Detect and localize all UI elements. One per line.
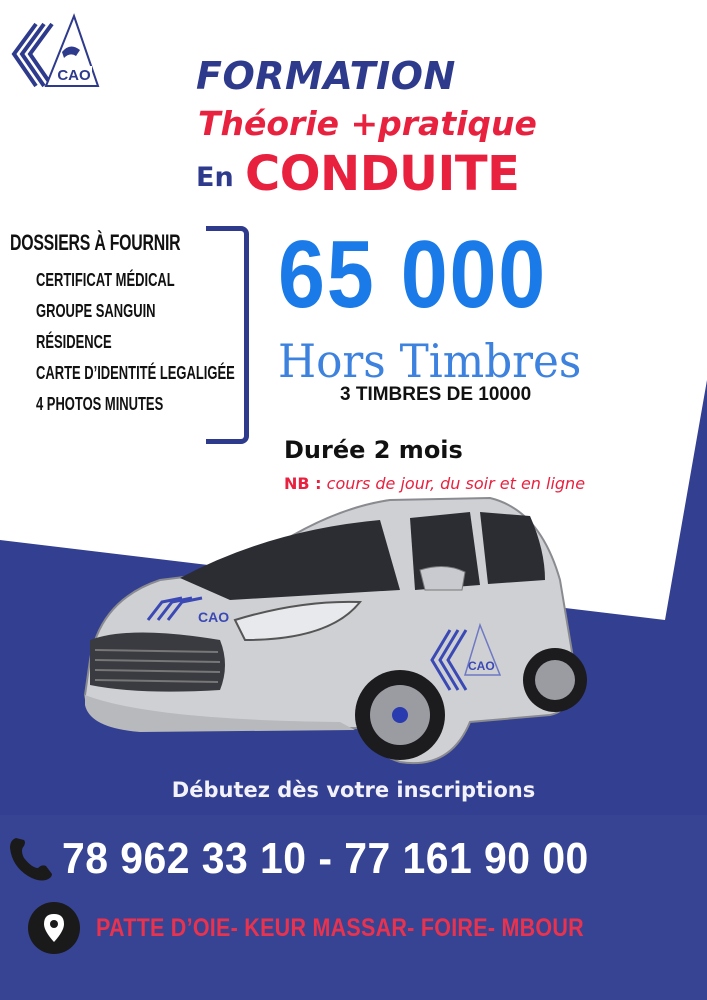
- headline-theorie-pratique: Théorie +pratique: [198, 104, 537, 143]
- headline-en: En: [196, 162, 234, 193]
- documents-item: CARTE D’IDENTITÉ LEGALIGÉE: [36, 363, 235, 383]
- phone-numbers: 78 962 33 10 - 77 161 90 00: [62, 834, 589, 883]
- nb-text: cours de jour, du soir et en ligne: [321, 474, 586, 493]
- svg-text:CAO: CAO: [57, 67, 91, 84]
- address-text: PATTE D’OIE- KEUR MASSAR- FOIRE- MBOUR: [96, 913, 584, 942]
- stamps-note: 3 TIMBRES DE 10000: [340, 384, 532, 405]
- phone-icon: [6, 834, 56, 884]
- svg-text:CAO: CAO: [198, 609, 230, 625]
- call-to-action: Débutez dès votre inscriptions: [171, 778, 536, 802]
- documents-list: [36, 270, 312, 425]
- price-note: Hors Timbres: [278, 334, 582, 388]
- documents-title: DOSSIERS À FOURNIR: [10, 230, 181, 255]
- documents-item: RÉSIDENCE: [36, 332, 112, 352]
- headline-formation: FORMATION: [196, 54, 456, 98]
- address-row: [28, 902, 663, 954]
- svg-text:CAO: CAO: [468, 659, 495, 673]
- location-badge: [28, 902, 80, 954]
- duration-text: Durée 2 mois: [284, 436, 463, 464]
- car-image: [70, 490, 590, 780]
- map-pin-icon: [43, 913, 65, 943]
- price-amount: 65 000: [278, 221, 547, 328]
- phone-row: [6, 834, 628, 884]
- cao-logo-icon: [6, 12, 102, 96]
- documents-item: GROUPE SANGUIN: [36, 301, 156, 321]
- documents-item: 4 PHOTOS MINUTES: [36, 394, 164, 414]
- headline-conduite: CONDUITE: [245, 146, 520, 202]
- nb-label: NB :: [284, 474, 322, 493]
- documents-item: CERTIFICAT MÉDICAL: [36, 270, 175, 290]
- documents-bracket: [206, 226, 249, 444]
